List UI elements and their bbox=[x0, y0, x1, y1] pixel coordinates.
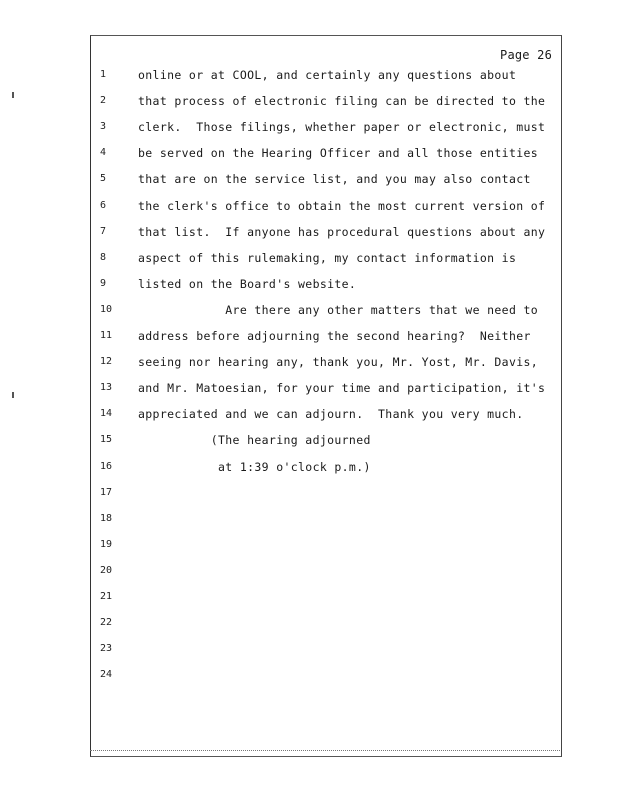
line-text: that process of electronic filing can be directed to the bbox=[138, 94, 546, 108]
line-text: that are on the service list, and you may also contact bbox=[138, 172, 531, 186]
line-text: and Mr. Matoesian, for your time and participation, it's bbox=[138, 381, 546, 395]
line-number: 8 bbox=[100, 252, 107, 263]
line-number: 21 bbox=[100, 591, 113, 602]
line-number: 19 bbox=[100, 539, 113, 550]
transcript-line bbox=[0, 561, 618, 581]
line-number: 20 bbox=[100, 565, 113, 576]
transcript-line bbox=[0, 535, 618, 555]
line-number: 16 bbox=[100, 461, 113, 472]
transcript-line bbox=[0, 143, 618, 163]
line-number: 4 bbox=[100, 147, 107, 158]
line-text: (The hearing adjourned bbox=[138, 433, 371, 447]
transcript-line bbox=[0, 65, 618, 85]
line-number: 3 bbox=[100, 121, 107, 132]
line-number: 5 bbox=[100, 173, 107, 184]
transcript-line bbox=[0, 91, 618, 111]
transcript-line bbox=[0, 248, 618, 268]
transcript-line bbox=[0, 483, 618, 503]
line-text: Are there any other matters that we need to bbox=[138, 303, 539, 317]
transcript-line bbox=[0, 665, 618, 685]
line-number: 1 bbox=[100, 69, 107, 80]
line-text: seeing nor hearing any, thank you, Mr. Yost, Mr. Davis, bbox=[138, 355, 539, 369]
transcript-line bbox=[0, 352, 618, 372]
line-number: 10 bbox=[100, 304, 113, 315]
transcript-line bbox=[0, 196, 618, 216]
line-number: 7 bbox=[100, 226, 107, 237]
transcript-line bbox=[0, 404, 618, 424]
line-text: clerk. Those filings, whether paper or electronic, must bbox=[138, 120, 546, 134]
transcript-line bbox=[0, 274, 618, 294]
line-number: 9 bbox=[100, 278, 107, 289]
line-number: 23 bbox=[100, 643, 113, 654]
line-text: online or at COOL, and certainly any questions about bbox=[138, 68, 517, 82]
page-number: Page 26 bbox=[500, 48, 552, 62]
line-number: 24 bbox=[100, 669, 113, 680]
line-number: 11 bbox=[100, 330, 113, 341]
page-bottom-rule bbox=[90, 750, 560, 751]
line-text: aspect of this rulemaking, my contact information is bbox=[138, 251, 517, 265]
line-text: that list. If anyone has procedural questions about any bbox=[138, 225, 546, 239]
line-number: 13 bbox=[100, 382, 113, 393]
line-text: listed on the Board's website. bbox=[138, 277, 357, 291]
transcript-line bbox=[0, 117, 618, 137]
transcript-line bbox=[0, 326, 618, 346]
line-number: 6 bbox=[100, 200, 107, 211]
transcript-line bbox=[0, 613, 618, 633]
line-text: appreciated and we can adjourn. Thank you very much. bbox=[138, 407, 524, 421]
line-number: 22 bbox=[100, 617, 113, 628]
line-number: 12 bbox=[100, 356, 113, 367]
line-number: 2 bbox=[100, 95, 107, 106]
transcript-line bbox=[0, 457, 618, 477]
line-number: 14 bbox=[100, 408, 113, 419]
line-text: be served on the Hearing Officer and all those entities bbox=[138, 146, 539, 160]
line-number: 17 bbox=[100, 487, 113, 498]
transcript-line bbox=[0, 222, 618, 242]
transcript-line bbox=[0, 639, 618, 659]
transcript-line bbox=[0, 169, 618, 189]
line-text: at 1:39 o'clock p.m.) bbox=[138, 460, 371, 474]
line-number: 15 bbox=[100, 434, 113, 445]
transcript-line bbox=[0, 300, 618, 320]
transcript-line bbox=[0, 509, 618, 529]
transcript-line bbox=[0, 587, 618, 607]
line-text: address before adjourning the second hearing? Neither bbox=[138, 329, 531, 343]
line-number: 18 bbox=[100, 513, 113, 524]
transcript-line bbox=[0, 378, 618, 398]
transcript-line bbox=[0, 430, 618, 450]
line-text: the clerk's office to obtain the most current version of bbox=[138, 199, 546, 213]
